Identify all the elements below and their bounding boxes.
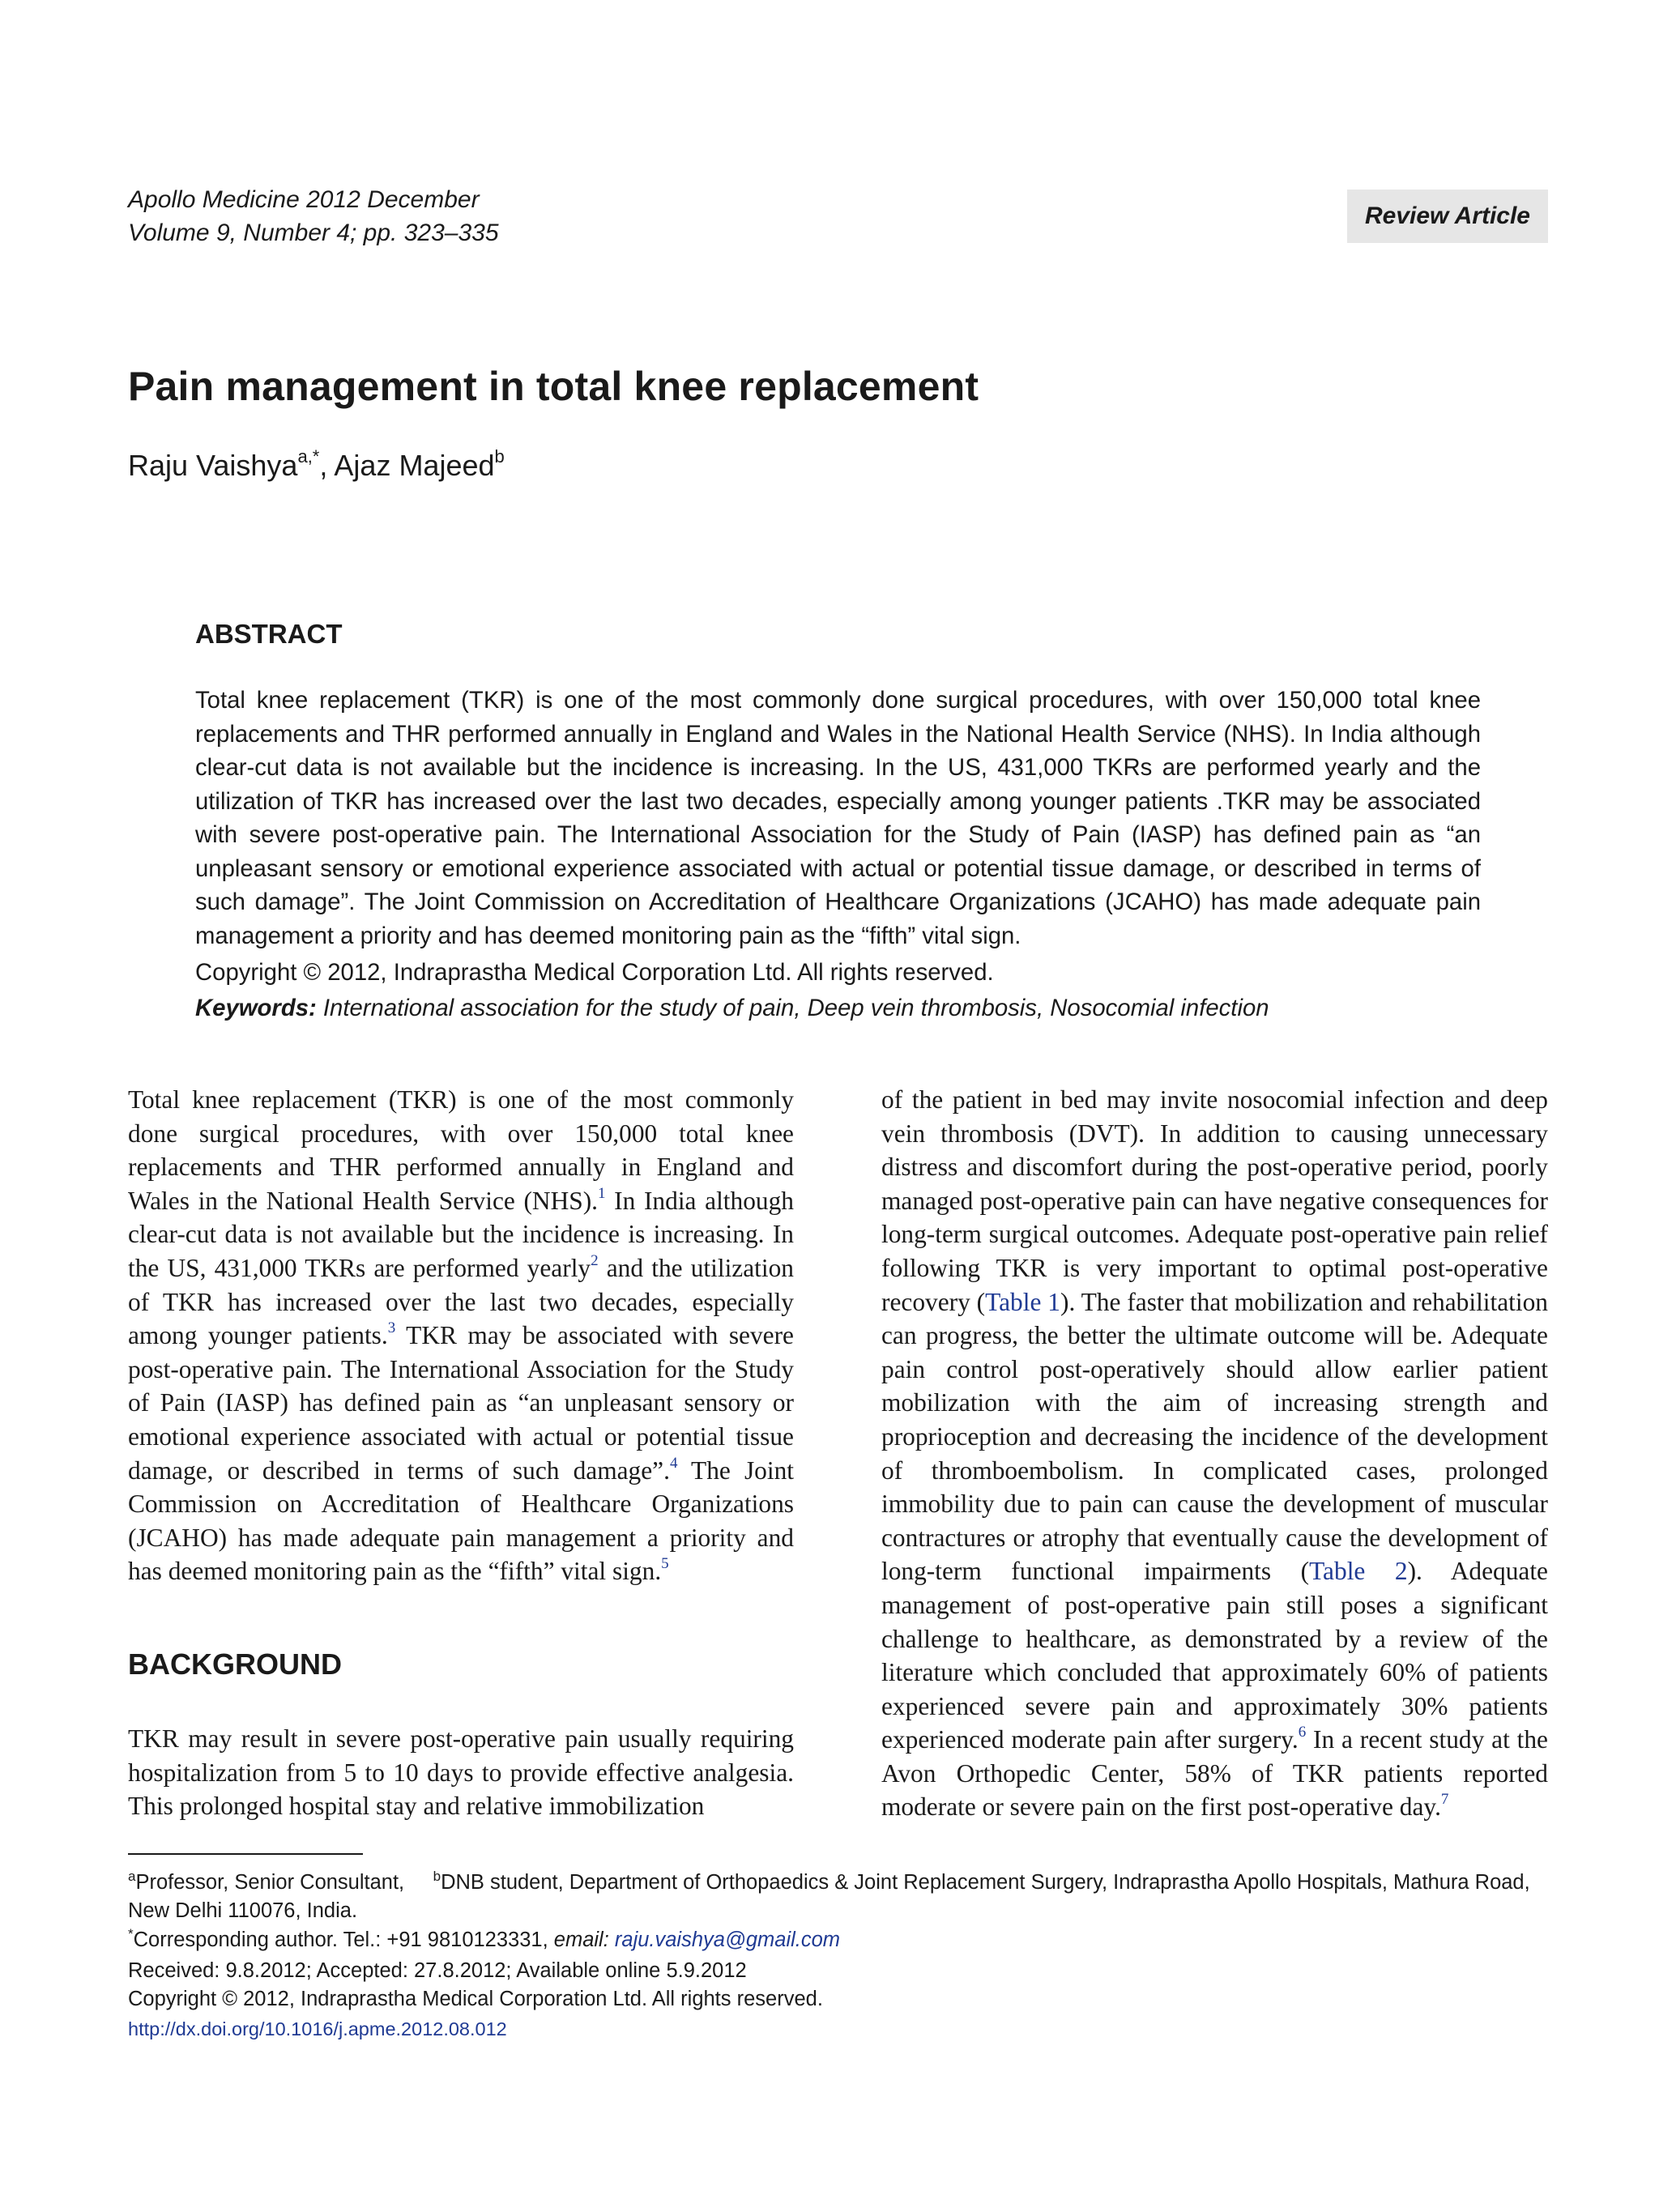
affiliation-mark: b xyxy=(433,1869,441,1884)
text-run: ). Adequate management of post-operative pain still poses a significant challenge to healthcare, as demonstrated by a review of the literature which concluded that approximately 60% of patients experienced severe pain and approximately 30% patients experienced moderate pain after surgery. xyxy=(881,1557,1548,1754)
affiliation-mark: a xyxy=(128,1869,136,1884)
table-2-link[interactable]: Table 2 xyxy=(1309,1557,1408,1586)
email-label: email: xyxy=(553,1929,609,1951)
text-run: ). The faster that mobilization and rehabilitation can progress, the better the ultimate outcome will be. Adequate pain control post-operatively should allow earlier patient mobilization with the aim of increasing strength and proprioception and decreasing the incidence of the development of thromboembolism. In complicated cases, prolonged immobility due to pain can cause the development of muscular contractures or atrophy that eventually cause the development of long-term functional impairments ( xyxy=(881,1287,1549,1586)
reference-link[interactable]: 4 xyxy=(669,1454,678,1472)
keywords-list: International association for the study of pain, Deep vein thrombosis, Nosocomial infection xyxy=(316,995,1269,1021)
affiliation-a: Professor, Senior Consultant, xyxy=(135,1871,405,1894)
footer-copyright: Copyright © 2012, Indraprastha Medical Corporation Ltd. All rights reserved. xyxy=(128,1988,823,2010)
article-type-badge xyxy=(1347,190,1548,243)
author-name: Ajaz Majeed xyxy=(334,449,495,482)
table-1-link[interactable]: Table 1 xyxy=(985,1287,1060,1316)
text-run: and the utilization of TKR has increased over the last two decades, especially among younger patients. xyxy=(128,1253,794,1350)
background-continued-paragraph xyxy=(881,1083,1548,1824)
reference-link[interactable]: 7 xyxy=(1440,1791,1449,1809)
corresponding-text: Corresponding author. Tel.: +91 9810123331, xyxy=(133,1929,554,1951)
text-run: In a recent study at the Avon Orthopedic Center, 58% of TKR patients reported moderate or severe pain on the first post-operative day. xyxy=(881,1725,1548,1822)
author-separator: , xyxy=(319,449,335,482)
reference-link[interactable]: 3 xyxy=(387,1319,396,1337)
reference-link[interactable]: 1 xyxy=(598,1184,606,1202)
corresponding-mark: * xyxy=(128,1926,134,1941)
text-run: Total knee replacement (TKR) is one of the most commonly done surgical procedures, with over 150,000 total knee replacements and THR performed annually in England and Wales in the National Health Service (NHS). xyxy=(128,1085,794,1215)
email-link[interactable]: raju.vaishya@gmail.com xyxy=(614,1929,841,1951)
background-paragraph: TKR may result in severe post-operative pain usually requiring hospitalization from 5 to 10 days to provide effective analgesia. This prolonged hospital stay and relative immobilization xyxy=(128,1724,794,1821)
author-affiliation-mark: a,* xyxy=(297,446,320,467)
reference-link[interactable]: 6 xyxy=(1298,1724,1307,1741)
text-run: In India although clear-cut data is not available but the incidence is increasing. In the US, 431,000 TKRs are performed yearly xyxy=(128,1186,794,1282)
abstract-heading: ABSTRACT xyxy=(195,619,343,649)
text-run: of the patient in bed may invite nosocomial infection and deep vein thrombosis (DVT). In addition to causing unnecessary distress and discomfort during the post-operative period, poorly managed post-operative pain can have negative consequences for long-term surgical outcomes. Adequate post-operative pain relief following TKR is very important to optimal post-operative recovery ( xyxy=(881,1085,1548,1316)
article-type-label: Review Article xyxy=(1365,202,1530,229)
journal-citation xyxy=(128,183,499,249)
footnote-divider xyxy=(128,1853,363,1855)
keywords-label: Keywords: xyxy=(195,995,317,1021)
reference-link[interactable]: 2 xyxy=(591,1251,599,1269)
background-heading: BACKGROUND xyxy=(128,1647,342,1681)
article-title: Pain management in total knee replacement xyxy=(128,364,979,409)
author-name: Raju Vaishya xyxy=(128,449,298,482)
abstract-copyright: Copyright © 2012, Indraprastha Medical Corporation Ltd. All rights reserved. xyxy=(195,959,994,986)
keywords xyxy=(195,995,1269,1022)
journal-name: Apollo Medicine 2012 December xyxy=(128,186,480,213)
article-dates: Received: 9.8.2012; Accepted: 27.8.2012; Available online 5.9.2012 xyxy=(128,1959,747,1982)
affiliations xyxy=(128,1869,1548,1925)
reference-link[interactable]: 5 xyxy=(661,1555,669,1573)
intro-paragraph xyxy=(128,1083,794,1588)
text-run: TKR may be associated with severe post-operative pain. The International Association for the Study of Pain (IASP) has defined pain as “an unpleasant sensory or emotional experience associated with actual or potential tissue damage, or described in terms of such damage”. xyxy=(128,1321,794,1485)
author-list xyxy=(128,446,505,483)
affiliation-b: DNB student, Department of Orthopaedics & Joint Replacement Surgery, Indraprastha Apollo Hospitals, Mathura Road, New Delhi 110076, India. xyxy=(128,1871,1530,1922)
text-run: The Joint Commission on Accreditation of Healthcare Organizations (JCAHO) has made adequate pain management a priority and has deemed monitoring pain as the “fifth” vital sign. xyxy=(128,1455,794,1586)
corresponding-author xyxy=(128,1926,1548,1954)
journal-volume: Volume 9, Number 4; pp. 323–335 xyxy=(128,219,499,246)
abstract-text: Total knee replacement (TKR) is one of the most commonly done surgical procedures, with over 150,000 total knee replacements and THR performed annually in England and Wales in the National Health Service (NHS). In India although clear-cut data is not available but the incidence is increasing. In the US, 431,000 TKRs are performed yearly and the utilization of TKR has increased over the last two decades, especially among younger patients .TKR may be associated with severe post-operative pain. The International Association for the Study of Pain (IASP) has defined pain as “an unpleasant sensory or emotional experience associated with actual or potential tissue damage, or described in terms of such damage”. The Joint Commission on Accreditation of Healthcare Organizations (JCAHO) has made adequate pain management a priority and has deemed monitoring pain as the “fifth” vital sign. xyxy=(195,687,1481,949)
author-affiliation-mark: b xyxy=(494,446,505,467)
doi-link[interactable]: http://dx.doi.org/10.1016/j.apme.2012.08.012 xyxy=(128,2018,507,2039)
